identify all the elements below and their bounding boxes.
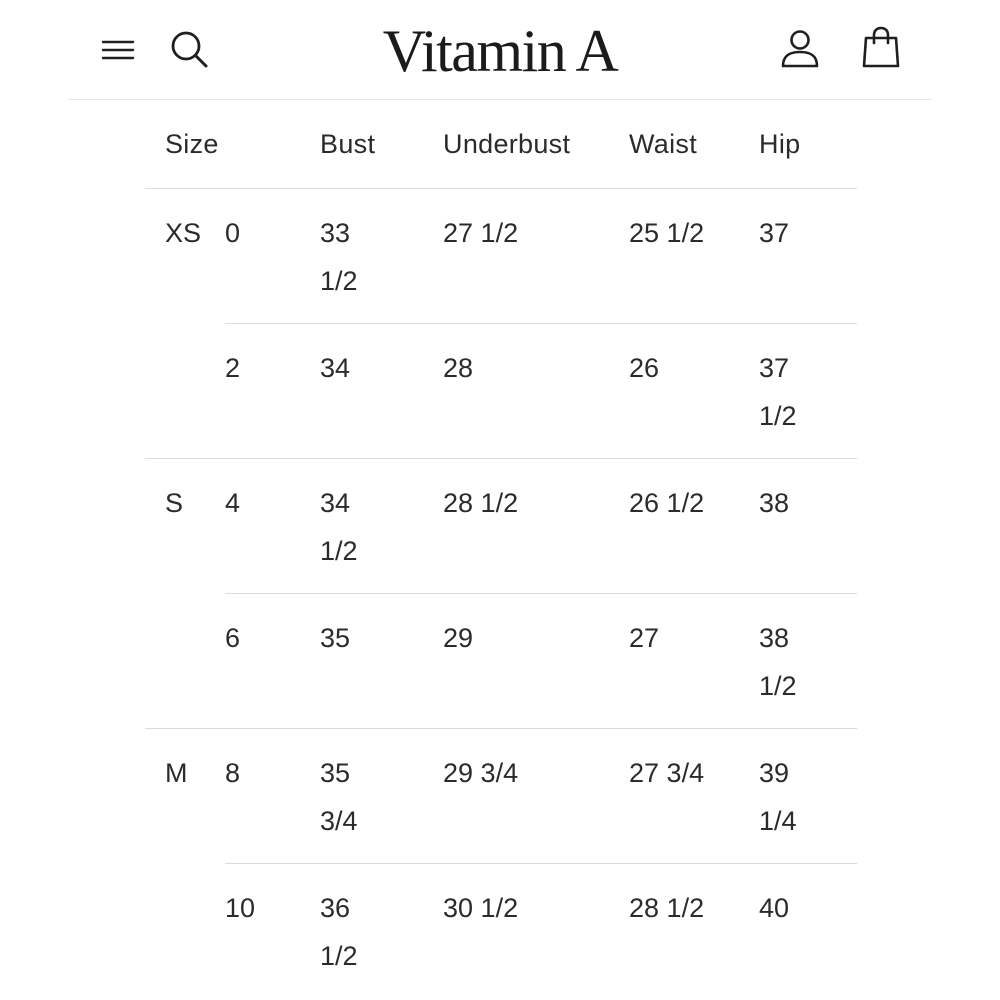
table-row — [145, 459, 857, 594]
waist-value: 28 1/2 — [629, 893, 705, 923]
size-number: 4 — [225, 459, 320, 594]
waist-value: 26 1/2 — [629, 459, 759, 594]
table-row — [145, 324, 857, 459]
table-row — [145, 189, 857, 324]
hip-value: 39 1/4 — [759, 729, 857, 864]
bust-value: 34 — [320, 324, 443, 459]
waist-value: 27 3/4 — [629, 729, 759, 864]
brand-logo[interactable]: Vitamin A — [382, 18, 618, 84]
hip-value: 38 — [759, 459, 857, 594]
underbust-value: 29 — [443, 594, 629, 729]
underbust-value: 29 3/4 — [443, 729, 629, 864]
hip-value: 37 — [759, 189, 857, 324]
column-header-waist: Waist — [629, 100, 759, 189]
size-number: 10 — [225, 893, 256, 923]
underbust-value: 28 1/2 — [443, 459, 629, 594]
column-header-underbust: Underbust — [443, 100, 629, 189]
hip-value: 38 1/2 — [759, 594, 857, 729]
site-header — [68, 0, 932, 100]
size-chart-header-row — [145, 100, 857, 189]
size-label: S — [145, 459, 225, 729]
table-row — [145, 594, 857, 729]
size-label: XS — [145, 189, 225, 459]
size-label: M — [165, 758, 188, 788]
underbust-value: 27 1/2 — [443, 189, 629, 324]
column-header-size: Size — [145, 100, 320, 189]
shopping-bag-icon[interactable] — [861, 26, 901, 70]
column-header-hip: Hip — [759, 100, 857, 189]
waist-value: 25 1/2 — [629, 189, 759, 324]
waist-value: 27 — [629, 594, 759, 729]
size-number: 8 — [225, 729, 320, 864]
hip-value: 40 — [759, 893, 790, 923]
size-chart-table — [145, 100, 857, 999]
bust-value: 35 — [320, 594, 443, 729]
waist-value: 26 — [629, 324, 759, 459]
bust-value: 36 1/2 — [320, 893, 358, 971]
size-number: 6 — [225, 594, 320, 729]
hip-value: 37 1/2 — [759, 324, 857, 459]
bust-value: 35 3/4 — [320, 729, 443, 864]
size-number: 0 — [225, 189, 320, 324]
table-row — [145, 864, 857, 999]
user-icon[interactable] — [779, 28, 821, 70]
size-number: 2 — [225, 324, 320, 459]
underbust-value: 28 — [443, 324, 629, 459]
bust-value: 34 1/2 — [320, 459, 443, 594]
column-header-bust: Bust — [320, 100, 443, 189]
table-row — [145, 729, 857, 864]
bust-value: 33 1/2 — [320, 189, 443, 324]
underbust-value: 30 1/2 — [443, 893, 519, 923]
